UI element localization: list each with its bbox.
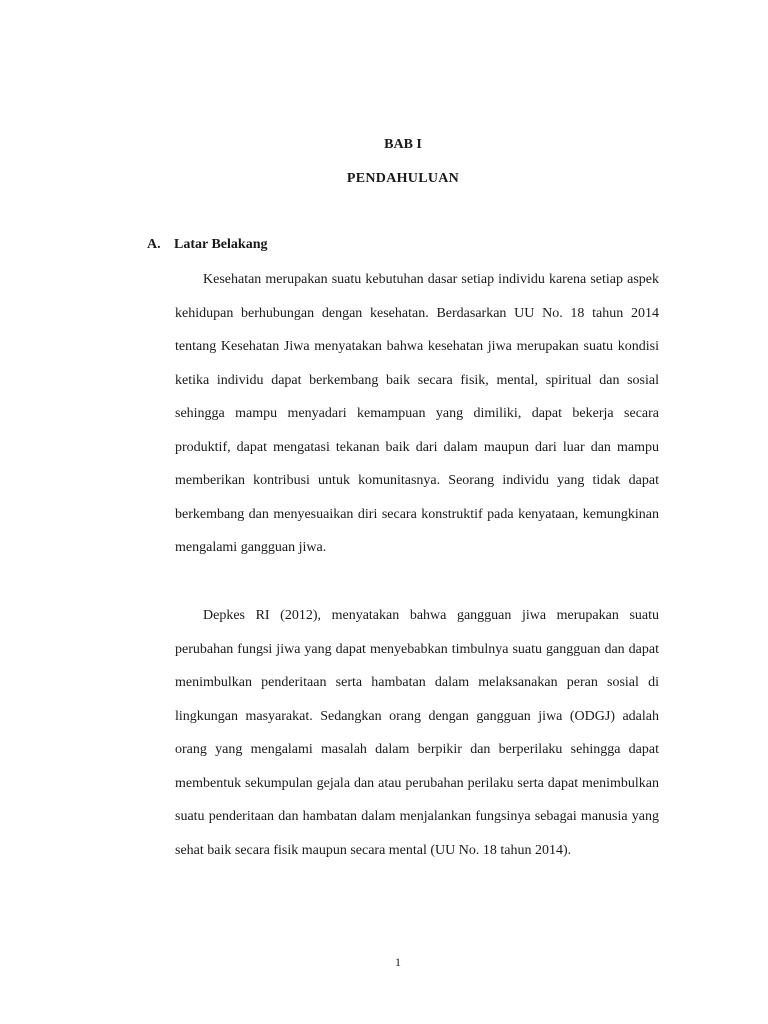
chapter-number: BAB I [384,137,422,152]
page-number: 1 [395,955,401,969]
section-heading [147,237,267,253]
section-letter: A. [147,237,161,252]
paragraph: Depkes RI (2012), menyatakan bahwa gangguan jiwa merupakan suatu perubahan fungsi jiwa yang dapat menyebabkan timbulnya suatu gangguan dan dapat menimbulkan penderitaan serta hambatan dalam melaksanakan peran sosial di lingkungan masyarakat. Sedangkan orang dengan gangguan jiwa (ODGJ) adalah orang yang mengalami masalah dalam berpikir dan berperilaku sehingga dapat membentuk sekumpulan gejala dan atau perubahan perilaku serta dapat menimbulkan suatu penderitaan dan hambatan dalam menjalankan fungsinya sebagai manusia yang sehat baik secara fisik maupun secara mental (UU No. 18 tahun 2014). [175,608,659,858]
chapter-title: PENDAHULUAN [346,171,460,186]
section-title: Latar Belakang [174,237,268,252]
paragraph: Kesehatan merupakan suatu kebutuhan dasar setiap individu karena setiap aspek kehidupan berhubungan dengan kesehatan. Berdasarkan UU No. 18 tahun 2014 tentang Kesehatan Jiwa menyatakan bahwa kesehatan jiwa merupakan suatu kondisi ketika individu dapat berkembang baik secara fisik, mental, spiritual dan sosial sehingga mampu menyadari kemampuan yang dimiliki, dapat bekerja secara produktif, dapat mengatasi tekanan baik dari dalam maupun dari luar dan mampu memberikan kontribusi untuk komunitasnya. Seorang individu yang tidak dapat berkembang dan menyesuaikan diri secara konstruktif pada kenyataan, kemungkinan mengalami gangguan jiwa. [175,272,659,555]
